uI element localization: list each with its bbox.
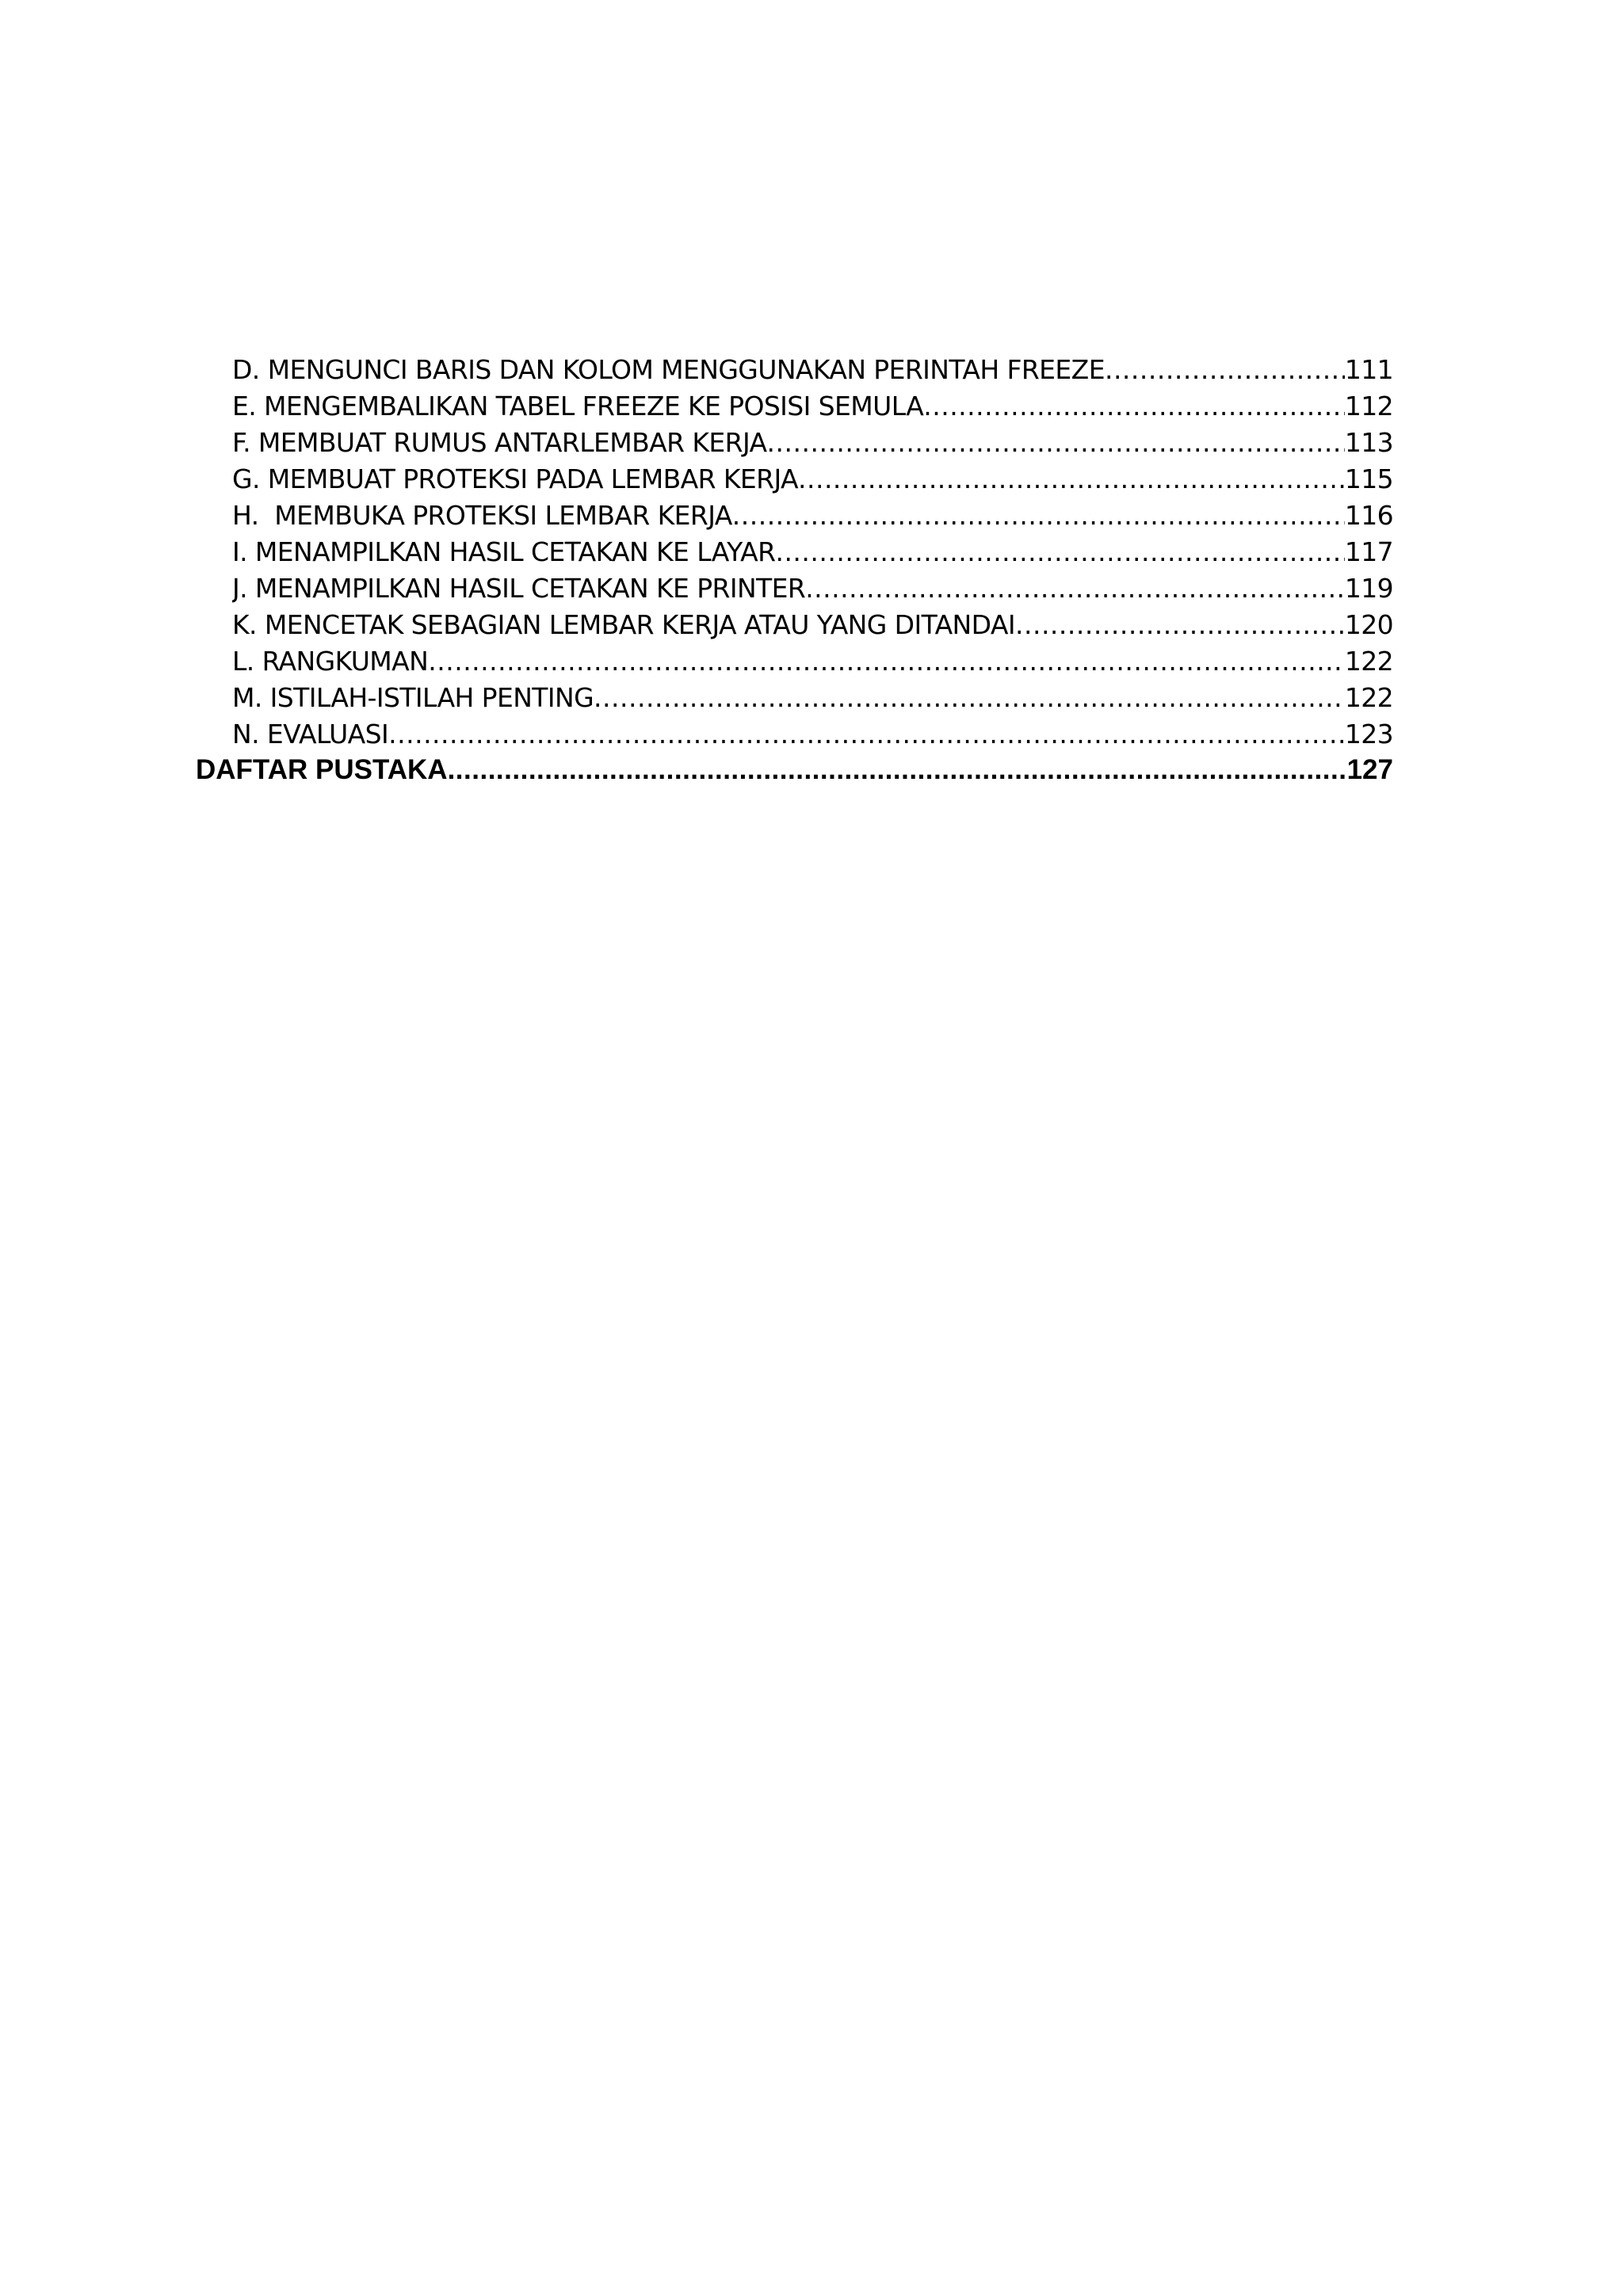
toc-entry-page: 127	[1346, 754, 1393, 785]
dot-leader	[594, 681, 1345, 715]
toc-entry-title: L. RANGKUMAN	[232, 646, 429, 677]
dot-leader	[798, 462, 1345, 497]
dot-leader	[775, 535, 1344, 570]
toc-entry-page: 115	[1344, 463, 1393, 494]
dot-leader	[448, 752, 1347, 788]
toc-entry-j[interactable]	[232, 571, 1393, 606]
dot-leader	[1105, 353, 1345, 387]
toc-entry-title: E. MENGEMBALIKAN TABEL FREEZE KE POSISI SEMULA	[232, 391, 924, 421]
toc-entry-title: K. MENCETAK SEBAGIAN LEMBAR KERJA ATAU YANG DITANDAI	[232, 609, 1015, 640]
dot-leader	[923, 389, 1345, 424]
toc-entry-daftar-pustaka[interactable]	[196, 752, 1393, 788]
dot-leader	[1015, 608, 1345, 643]
toc-entry-title: D. MENGUNCI BARIS DAN KOLOM MENGGUNAKAN PERINTAH FREEZE	[232, 354, 1105, 385]
toc-entry-title: DAFTAR PUSTAKA	[196, 754, 448, 785]
toc-entry-page: 112	[1344, 391, 1393, 421]
toc-entry-title: I. MENAMPILKAN HASIL CETAKAN KE LAYAR	[232, 536, 776, 567]
toc-entry-page: 122	[1344, 646, 1393, 677]
dot-leader	[428, 644, 1345, 679]
toc-entry-page: 120	[1344, 609, 1393, 640]
toc-entry-title: F. MEMBUAT RUMUS ANTARLEMBAR KERJA	[232, 427, 767, 458]
dot-leader	[767, 425, 1345, 460]
toc-entry-page: 122	[1344, 682, 1393, 713]
toc-entry-page: 119	[1344, 573, 1393, 604]
toc-entry-m[interactable]	[232, 681, 1393, 715]
toc-entry-f[interactable]	[232, 425, 1393, 460]
toc-entry-e[interactable]	[232, 389, 1393, 424]
toc-entry-title: N. EVALUASI	[232, 719, 389, 749]
toc-entry-d[interactable]	[232, 353, 1393, 387]
dot-leader	[732, 498, 1345, 533]
toc-entry-page: 111	[1344, 354, 1393, 385]
toc-entry-title: G. MEMBUAT PROTEKSI PADA LEMBAR KERJA	[232, 463, 798, 494]
toc-entry-page: 117	[1344, 536, 1393, 567]
toc-entry-n[interactable]	[232, 717, 1393, 752]
dot-leader	[805, 571, 1345, 606]
toc-entry-title: M. ISTILAH-ISTILAH PENTING	[232, 682, 594, 713]
toc-entry-l[interactable]	[232, 644, 1393, 679]
toc-entry-g[interactable]	[232, 462, 1393, 497]
toc-entry-i[interactable]	[232, 535, 1393, 570]
toc-entry-k[interactable]	[232, 608, 1393, 643]
toc-entry-title: J. MENAMPILKAN HASIL CETAKAN KE PRINTER	[232, 573, 806, 604]
toc-entry-page: 116	[1344, 500, 1393, 531]
toc-entry-page: 113	[1344, 427, 1393, 458]
toc-entry-h[interactable]	[232, 498, 1393, 533]
toc-entry-page: 123	[1344, 719, 1393, 749]
dot-leader	[388, 717, 1345, 752]
toc-entry-title: H. MEMBUKA PROTEKSI LEMBAR KERJA	[232, 500, 732, 531]
